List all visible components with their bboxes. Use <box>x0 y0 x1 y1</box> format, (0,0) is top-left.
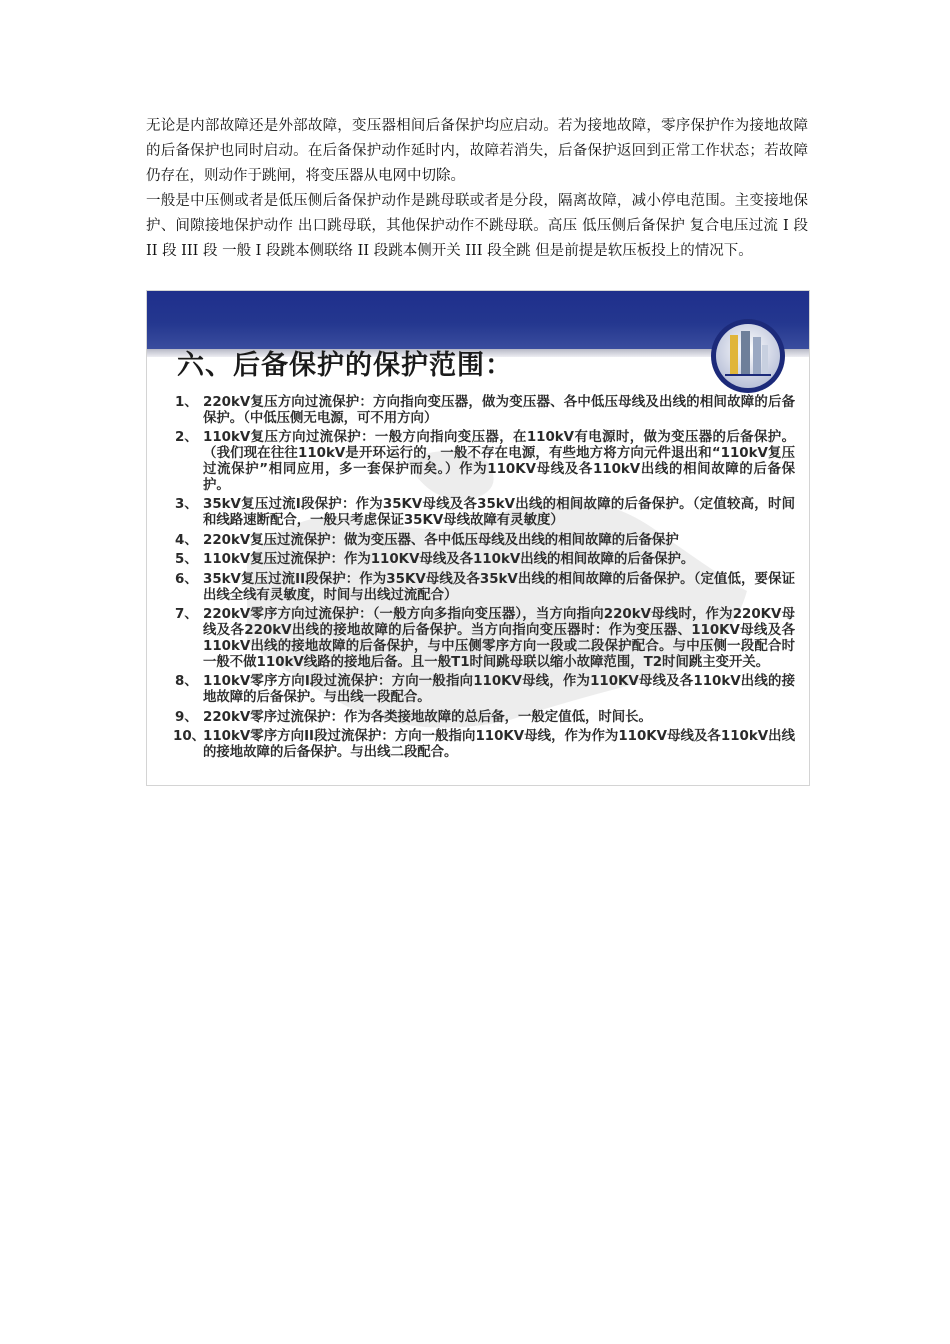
item-number: 1、 <box>175 395 198 410</box>
list-item <box>175 552 795 568</box>
intro-paragraph-2: 一般是中压侧或者是低压侧后备保护动作是跳母联或者是分段，隔离故障，减小停电范围。主变接地保护、间隙接地保护动作 出口跳母联，其他保护动作不跳母联。高压 低压侧后备保护 复合电压过流 I 段 II 段 III 段 一般 I 段跳本侧联络 II 段跳本侧开关 III 段全跳 但是前提是软压板投上的情况下。 <box>146 193 808 259</box>
item-number: 7、 <box>175 607 198 623</box>
item-number: 6、 <box>175 572 198 588</box>
item-text: 220kV复压过流保护：做为变压器、各中低压母线及出线的相间故障的后备保护 <box>203 532 679 548</box>
transformer-logo-icon <box>709 317 787 395</box>
list-item <box>175 607 795 670</box>
list-item <box>175 395 795 426</box>
item-text: 110kV复压过流保护：作为110KV母线及各110kV出线的相间故障的后备保护。 <box>203 552 695 568</box>
protection-scope-list <box>175 395 795 765</box>
item-text: 220kV零序方向过流保护：（一般方向多指向变压器），当方向指向220kV母线时，作为220KV母线及各220kV出线的接地故障的后备保护。当方向指向变压器时：作为变压器、110KV母线及各110kV出线的接地故障的后备保护，与中压侧零序方向一段或二段保护配合。与中压侧一段配合时一般不做110kV线路的接地后备。且一般T1时间跳母联以缩小故障范围，T2时间跳主变开关。 <box>203 607 795 670</box>
list-item <box>175 497 795 528</box>
slide-image <box>146 290 810 786</box>
item-text: 220kV零序过流保护：作为各类接地故障的总后备，一般定值低，时间长。 <box>203 709 652 725</box>
list-item <box>175 533 795 549</box>
item-number: 3、 <box>175 497 198 513</box>
item-number: 8、 <box>175 674 198 690</box>
intro-paragraph-1: 无论是内部故障还是外部故障，变压器相间后备保护均应启动。若为接地故障，零序保护作为接地故障的后备保护也同时启动。在后备保护动作延时内，故障若消失，后备保护返回到正常工作状态；若故障仍存在，则动作于跳闸，将变压器从电网中切除。 <box>146 118 808 184</box>
item-number: 2、 <box>175 430 198 446</box>
item-number: 5、 <box>175 552 198 568</box>
list-item <box>175 430 795 493</box>
item-text: 35kV复压过流I段保护：作为35KV母线及各35kV出线的相间故障的后备保护。（定值较高，时间和线路速断配合，一般只考虑保证35KV母线故障有灵敏度） <box>203 497 795 528</box>
item-text: 110kV复压方向过流保护：一般方向指向变压器，在110kV有电源时，做为变压器的后备保护。（我们现在往往110kV是开环运行的，一般不存在电源，有些地方将方向元件退出和“110kV复压过流保护”相同应用，多一套保护而矣。）作为110KV母线及各110kV出线的相间故障的后备保护。 <box>203 430 795 493</box>
list-item <box>175 674 795 705</box>
slide-title: 六、后备保护的保护范围： <box>177 350 513 381</box>
item-text: 35kV复压过流II段保护：作为35KV母线及各35kV出线的相间故障的后备保护。（定值低，要保证出线全线有灵敏度，时间与出线过流配合） <box>203 572 795 603</box>
item-text: 110kV零序方向I段过流保护：方向一般指向110KV母线，作为110KV母线及各110kV出线的接地故障的后备保护。与出线一段配合。 <box>203 674 795 705</box>
item-number: 4、 <box>175 532 198 548</box>
list-item <box>175 710 795 726</box>
intro-text <box>146 114 808 264</box>
item-number: 10、 <box>173 729 206 745</box>
item-text: 220kV复压方向过流保护：方向指向变压器，做为变压器、各中低压母线及出线的相间故障的后备保护。（中低压侧无电源，可不用方向） <box>203 395 795 426</box>
item-text: 110kV零序方向II段过流保护：方向一般指向110KV母线，作为作为110KV母线及各110kV出线的接地故障的后备保护。与出线二段配合。 <box>203 729 795 761</box>
item-number: 9、 <box>175 709 198 725</box>
list-item <box>175 572 795 603</box>
list-item <box>175 729 795 760</box>
